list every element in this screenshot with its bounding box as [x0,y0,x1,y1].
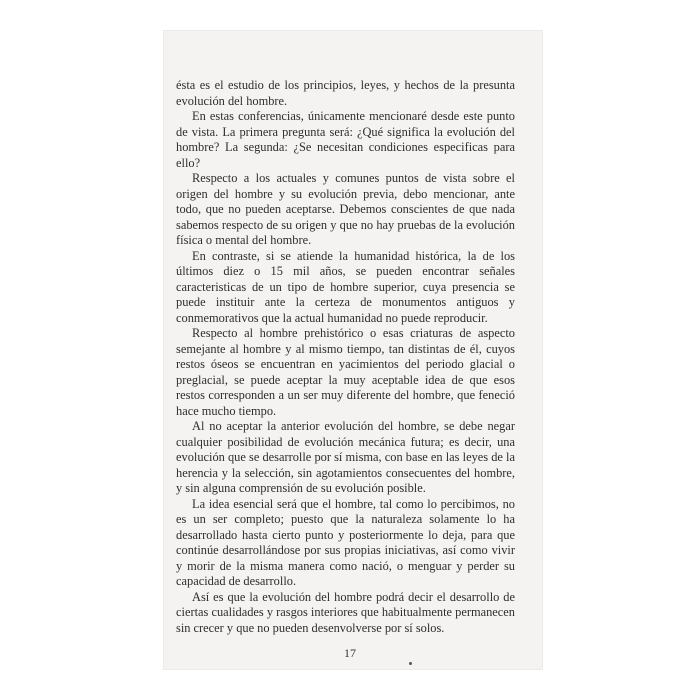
paragraph: Respecto a los actuales y comunes puntos de vista sobre el origen del hombre y su evolución previa, debo mencionar, ante todo, que no pueden aceptarse. Debemos conscientes de que nada sabemos respecto de su origen y que no hay pruebas de la evolución física o mental del hombre. [176,171,515,247]
paragraph: Al no aceptar la anterior evolución del hombre, se debe negar cualquier posibilidad de evolución mecánica futura; es decir, una evolución que se desarrolle por sí misma, con base en las leyes de la herencia y la selección, sin agotamientos consecuentes del hombre, y sin alguna comprensión de su evolución posible. [176,419,515,495]
page-number: 17 [344,646,356,660]
paragraph: En contraste, si se atiende la humanidad histórica, la de los últimos diez o 15 mil años, se pueden encontrar señales caracteristicas de un tipo de hombre superior, cuya presencia se puede instituir ante la certeza de monumentos antiguos y conmemorativos que la actual humanidad no puede reproducir. [176,248,515,325]
ink-speck [409,662,412,665]
paragraph: ésta es el estudio de los principios, leyes, y hechos de la presunta evolución del hombre. [176,78,515,108]
paragraph: Respecto al hombre prehistórico o esas criaturas de aspecto semejante al hombre y al mismo tiempo, tan distintas de él, cuyos restos óseos se encuentran en yacimientos del periodo glacial o preglacial, se puede aceptar la muy aceptable idea de que esos restos corresponden a un ser muy diferente del hombre, que feneció hace mucho tiempo. [176,326,515,418]
paragraph: Así es que la evolución del hombre podrá decir el desarrollo de ciertas cualidades y rasgos interiores que habitualmente permanecen sin crecer y que no pueden desenvolverse por sí solos. [176,589,515,635]
paragraph: En estas conferencias, únicamente mencionaré desde este punto de vista. La primera pregunta será: ¿Qué significa la evolución del hombre? La segunda: ¿Se necesitan condiciones especificas para ello? [176,109,515,170]
paragraph: La idea esencial será que el hombre, tal como lo percibimos, no es un ser completo; puesto que la naturaleza solamente lo ha desarrollado hasta cierto punto y posteriormente lo deja, para que continúe desarrollándose por sus propias iniciativas, así como vivir y morir de la misma manera como nació, o menguar y perder su capacidad de desarrollo. [176,496,515,588]
page-body-text [176,78,515,636]
